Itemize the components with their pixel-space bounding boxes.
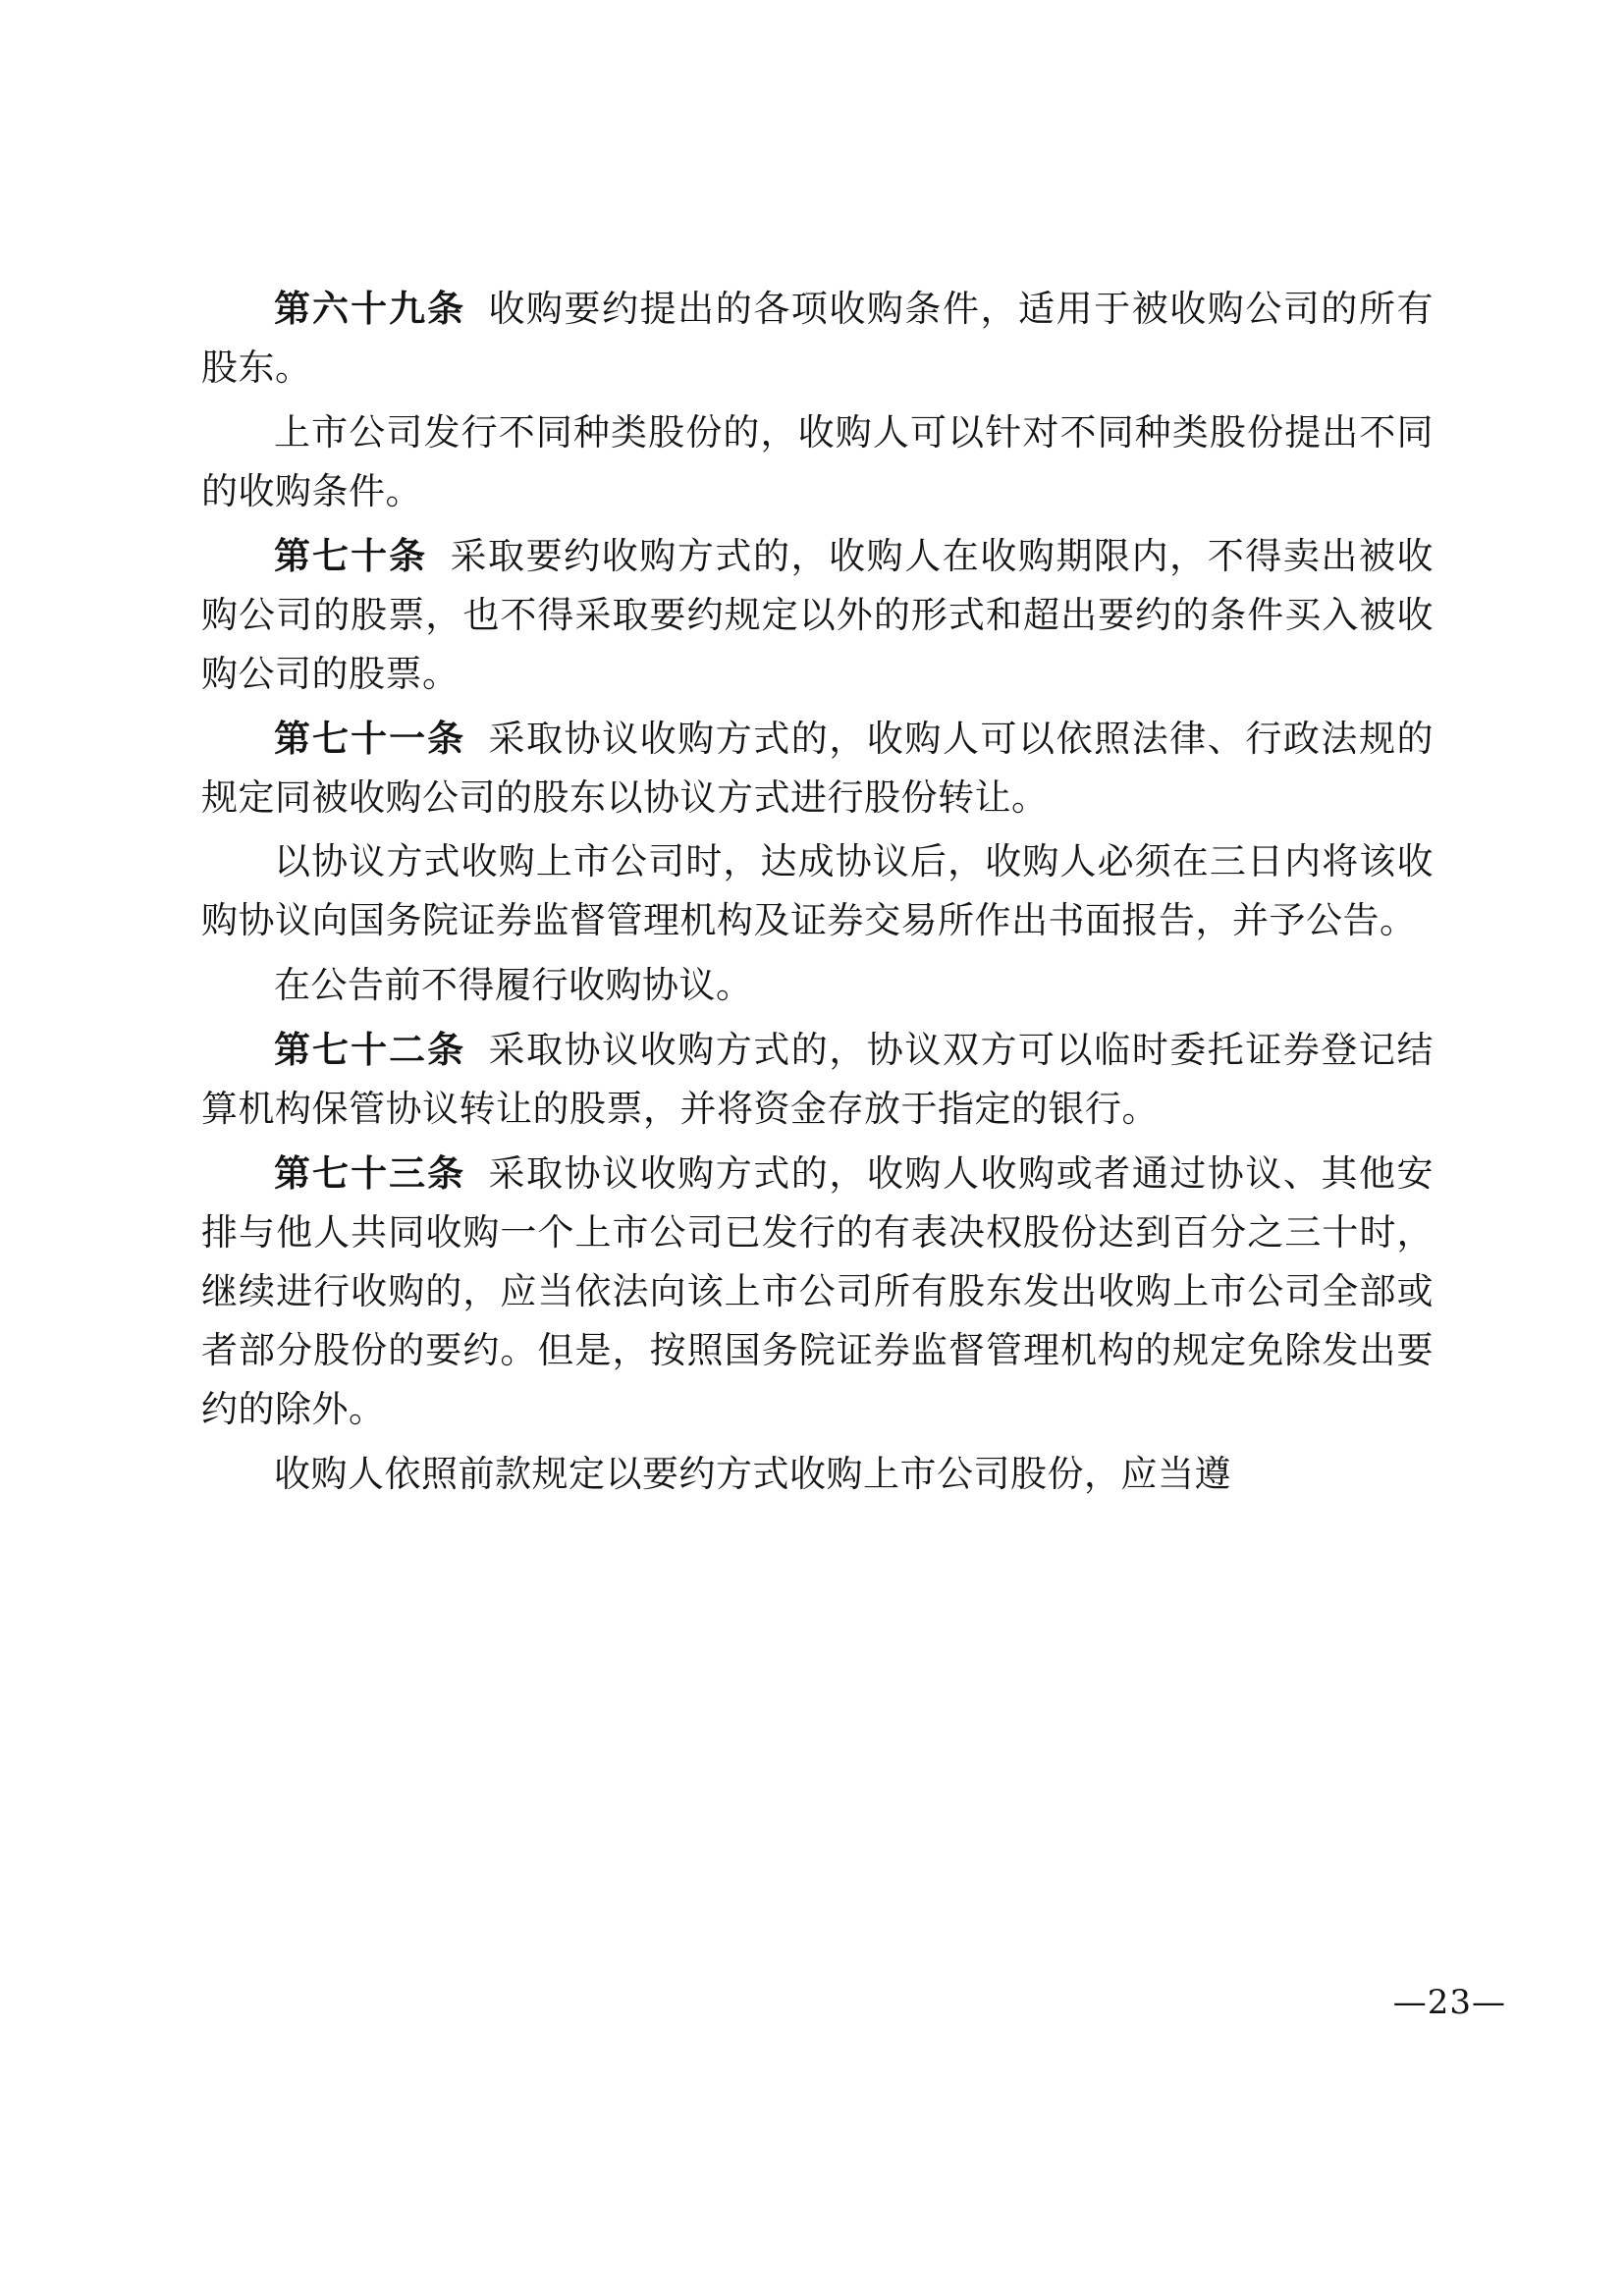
paragraph [201,1445,1434,1504]
article-number: 第六十九条 [274,287,466,330]
paragraph-text: 采取协议收购方式的，协议双方可以临时委托证券登记结算机构保管协议转让的股票，并将资金存放于指定的银行。 [201,1029,1434,1131]
paragraph-text: 收购要约提出的各项收购条件，适用于被收购公司的所有股东。 [201,288,1434,389]
paragraph-text: 采取要约收购方式的，收购人在收购期限内，不得卖出被收购公司的股票，也不得采取要约规定以外的形式和超出要约的条件买入被收购公司的股票。 [201,534,1435,695]
paragraph [201,710,1434,828]
paragraph [201,832,1434,950]
page-number: —23— [1392,1983,1506,2022]
article-number: 第七十一条 [274,716,466,760]
paragraph [201,1145,1434,1439]
paragraph [201,527,1434,704]
paragraph-text: 以协议方式收购上市公司时，达成协议后，收购人必须在三日内将该收购协议向国务院证券监督管理机构及证券交易所作出书面报告，并予公告。 [201,840,1434,942]
paragraph-text: 上市公司发行不同种类股份的，收购人可以针对不同种类股份提出不同的收购条件。 [201,410,1434,512]
paragraph [201,1021,1434,1139]
paragraph [201,280,1434,398]
article-number: 第七十条 [274,533,428,577]
document-body [201,280,1434,1510]
paragraph-text: 收购人依照前款规定以要约方式收购上市公司股份，应当遵 [274,1452,1231,1495]
paragraph [201,956,1434,1015]
article-number: 第七十二条 [274,1028,466,1072]
paragraph-text: 采取协议收购方式的，收购人可以依照法律、行政法规的规定同被收购公司的股东以协议方式进行股份转让。 [201,717,1434,819]
paragraph-text: 在公告前不得履行收购协议。 [274,964,753,1007]
article-number: 第七十三条 [274,1151,466,1196]
paragraph-text: 采取协议收购方式的，收购人收购或者通过协议、其他安排与他人共同收购一个上市公司已发行的有表决权股份达到百分之三十时，继续进行收购的，应当依法向该上市公司所有股东发出收购上市公司全部或者部分股份的要约。但是，按照国务院证券监督管理机构的规定免除发出要约的除外。 [201,1152,1434,1430]
paragraph [201,403,1434,521]
